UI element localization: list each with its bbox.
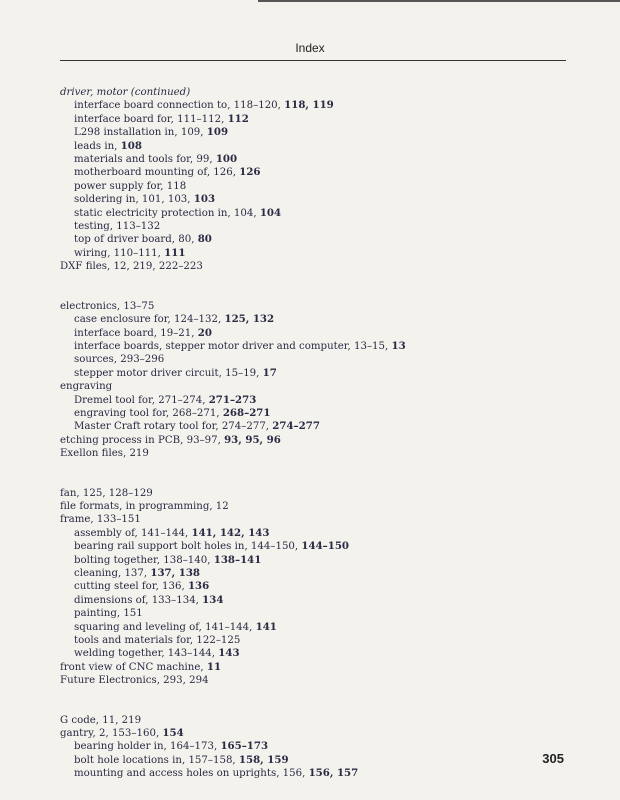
entry-text: gantry, 2, 153–160,	[60, 728, 163, 740]
entry-text: interface board for, 111–112,	[74, 113, 228, 125]
entry-bold-pages: 138–141	[213, 553, 262, 566]
entry-bold-pages: 136	[187, 580, 210, 593]
entry-bold-pages: 13	[391, 339, 406, 352]
entry-text: testing, 113–132	[74, 221, 161, 233]
index-subentry	[60, 327, 580, 340]
index-subentry	[60, 353, 580, 366]
index-subentry	[60, 540, 580, 553]
index-entry	[60, 447, 580, 460]
entry-bold-pages: 104	[259, 206, 282, 219]
entry-bold-pages: 154	[162, 727, 184, 740]
entry-text: interface boards, stepper motor driver and computer, 13–15,	[74, 340, 392, 352]
entry-text: Future Electronics, 293, 294	[60, 675, 209, 687]
entry-bold-pages: 11	[206, 660, 222, 673]
entry-bold-pages: 17	[262, 366, 277, 379]
index-entry	[60, 661, 580, 674]
entry-text: welding together, 143–144,	[74, 648, 219, 660]
entry-text: materials and tools for, 99,	[74, 154, 216, 166]
entry-bold-pages: 118, 119	[284, 99, 334, 112]
entry-bold-pages: 141, 142, 143	[191, 526, 270, 539]
index-subentry	[60, 420, 580, 433]
entry-bold-pages: 143	[218, 647, 240, 660]
index-subentry	[60, 166, 580, 179]
index-subentry	[60, 554, 580, 567]
entry-bold-pages: 100	[215, 153, 238, 166]
entry-bold-pages: 274–277	[272, 420, 320, 433]
entry-text: tools and materials for, 122–125	[74, 635, 241, 647]
header-rule	[60, 60, 566, 61]
entry-text: dimensions of, 133–134,	[74, 594, 203, 606]
entry-text: top of driver board, 80,	[74, 234, 198, 246]
index-subentry	[60, 754, 580, 767]
entry-text: engraving	[60, 381, 113, 393]
entry-text: electronics, 13–75	[60, 300, 155, 312]
index-entry	[60, 487, 580, 500]
group-gap	[60, 688, 580, 714]
entry-bold-pages: 80	[197, 233, 212, 246]
entry-text: sources, 293–296	[74, 354, 165, 366]
index-subentry	[60, 767, 580, 780]
entry-text: engraving tool for, 268–271,	[74, 407, 223, 419]
index-subentry	[60, 247, 580, 260]
entry-bold-pages: 268–271	[222, 406, 271, 419]
entry-text: driver, motor (continued)	[60, 87, 191, 98]
entry-bold-pages: 156, 157	[308, 767, 359, 780]
index-subentry	[60, 740, 580, 753]
entry-text: etching process in PCB, 93–97,	[60, 434, 225, 446]
entry-text: L298 installation in, 109,	[74, 127, 207, 139]
entry-text: case enclosure for, 124–132,	[74, 314, 225, 326]
entry-text: squaring and leveling of, 141–144,	[74, 621, 256, 633]
entry-bold-pages: 20	[197, 326, 212, 339]
index-entry	[60, 380, 580, 393]
index-subentry	[60, 313, 580, 326]
entry-text: bolting together, 138–140,	[74, 554, 214, 566]
entry-text: motherboard mounting of, 126,	[74, 167, 240, 179]
entry-text: static electricity protection in, 104,	[74, 207, 260, 219]
entry-text: mounting and access holes on uprights, 156,	[74, 768, 309, 780]
entry-bold-pages: 271–273	[208, 393, 257, 406]
entry-text: G code, 11, 219	[60, 714, 142, 726]
entry-text: stepper motor driver circuit, 15–19,	[74, 367, 263, 379]
entry-bold-pages: 111	[164, 246, 186, 259]
index-entry	[60, 434, 580, 447]
index-subentry	[60, 621, 580, 634]
entry-bold-pages: 144–150	[301, 540, 350, 553]
entry-text: fan, 125, 128–129	[60, 487, 153, 499]
entry-text: assembly of, 141–144,	[74, 527, 192, 539]
index-subentry	[60, 113, 580, 126]
entry-text: DXF files, 12, 219, 222–223	[60, 261, 203, 273]
index-subentry	[60, 394, 580, 407]
index-subentry	[60, 407, 580, 420]
entry-text: bearing rail support bolt holes in, 144–150,	[74, 541, 302, 553]
entry-text: bearing holder in, 164–173,	[74, 741, 221, 753]
entry-bold-pages: 93, 95, 96	[224, 433, 281, 446]
entry-bold-pages: 112	[227, 112, 249, 125]
index-subentry	[60, 634, 580, 647]
entry-text: painting, 151	[74, 608, 143, 620]
entry-text: Exellon files, 219	[60, 448, 149, 460]
entry-bold-pages: 137, 138	[150, 567, 200, 579]
index-subentry	[60, 340, 580, 353]
entry-text: leads in,	[74, 140, 121, 152]
entry-bold-pages: 165–173	[220, 740, 269, 753]
index-subentry	[60, 99, 580, 112]
entry-text: front view of CNC machine,	[60, 661, 207, 673]
entry-text: cleaning, 137,	[74, 568, 151, 579]
index-entry	[60, 674, 580, 687]
index-entry	[60, 500, 580, 513]
index-subentry	[60, 367, 580, 380]
entry-bold-pages: 109	[206, 126, 229, 139]
page-number: 305	[542, 751, 564, 766]
index-subentry	[60, 607, 580, 620]
index-entry	[60, 513, 580, 526]
entry-bold-pages: 103	[193, 193, 216, 206]
entry-text: Master Craft rotary tool for, 274–277,	[74, 421, 273, 433]
index-entry	[60, 714, 580, 727]
index-entry	[60, 727, 580, 740]
index-subentry	[60, 140, 580, 153]
entry-bold-pages: 125, 132	[224, 313, 275, 326]
group-gap	[60, 274, 580, 300]
entry-text: soldering in, 101, 103,	[74, 194, 194, 206]
index-entry	[60, 260, 580, 273]
index-entry	[60, 86, 580, 99]
entry-text: power supply for, 118	[74, 180, 187, 192]
entry-text: Dremel tool for, 271–274,	[74, 394, 209, 406]
group-gap	[60, 461, 580, 487]
entry-bold-pages: 141	[255, 620, 277, 633]
entry-text: wiring, 110–111,	[74, 247, 165, 259]
index-subentry	[60, 647, 580, 660]
running-header: Index	[295, 41, 325, 55]
index-subentry	[60, 180, 580, 193]
entry-text: cutting steel for, 136,	[74, 581, 188, 593]
entry-bold-pages: 108	[120, 139, 142, 152]
index-entries	[60, 86, 580, 781]
index-entry	[60, 300, 580, 313]
top-edge-rule	[258, 0, 620, 2]
index-subentry	[60, 193, 580, 206]
index-subentry	[60, 580, 580, 593]
entry-text: interface board, 19–21,	[74, 327, 198, 339]
index-subentry	[60, 220, 580, 233]
entry-text: frame, 133–151	[60, 514, 141, 526]
index-subentry	[60, 207, 580, 220]
entry-bold-pages: 134	[202, 593, 224, 606]
entry-text: file formats, in programming, 12	[60, 500, 229, 512]
entry-bold-pages: 126	[239, 166, 261, 179]
entry-text: interface board connection to, 118–120,	[74, 100, 285, 112]
index-subentry	[60, 567, 580, 580]
index-subentry	[60, 594, 580, 607]
entry-text: bolt hole locations in, 157–158,	[74, 754, 239, 766]
index-subentry	[60, 233, 580, 246]
entry-bold-pages: 158, 159	[238, 753, 289, 766]
index-subentry	[60, 527, 580, 540]
index-subentry	[60, 153, 580, 166]
index-subentry	[60, 126, 580, 139]
